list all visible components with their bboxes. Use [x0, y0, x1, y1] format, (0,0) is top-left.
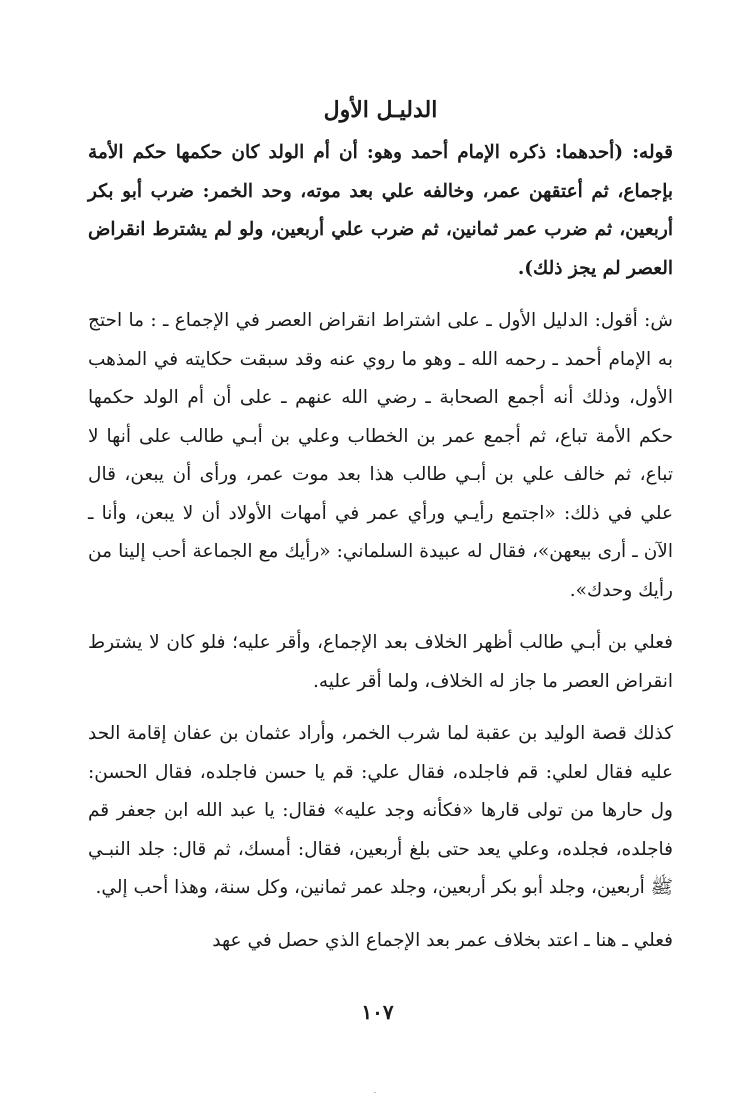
quoted-text-paragraph: قوله: (أحدهما: ذكره الإمام أحمد وهو: أن أم الولد كان حكمها حكم الأمة بإجماع، ثم أعتقهن عمر، وخالفه علي بعد موته، وحد الخمر: ضرب أبو بكر أربعين، ثم ضرب عمر ثمانين، ثم ضرب علي أربعين، ولو لم يشترط انقراض العصر لم يجز ذلك).	[88, 142, 673, 279]
commentary-paragraph-2: فعلي بن أبـي طالب أظهر الخلاف بعد الإجماع، وأقر عليه؛ فلو كان لا يشترط انقراض العصر ما جاز له الخلاف، ولما أقر عليه.	[88, 632, 673, 692]
commentary-paragraph-4: فعلي ـ هنا ـ اعتد بخلاف عمر بعد الإجماع الذي حصل في عهد	[212, 929, 673, 951]
scan-speck	[374, 1092, 376, 1093]
commentary-paragraph-3: كذلك قصة الوليد بن عقبة لما شرب الخمر، وأراد عثمان بن عفان إقامة الحد عليه فقال لعلي: قم فاجلده، فقال علي: قم يا حسن فاجلده، فقال الحسن: ول حارها من تولى قارها «فكأنه وجد عليه» فقال: يا عبد الله ابن جعفر قم فاجلده، فجلده، وعلي يعد حتى بلغ أربعين، فقال: أمسك، ثم قال: جلد النبـي ﷺ أربعين، وجلد أبو بكر أربعين، وجلد عمر ثمانين، وكل سنة، وهذا أحب إلي.	[88, 723, 673, 898]
page-number: ١٠٧	[361, 1000, 394, 1024]
chapter-title: الدليـل الأول	[323, 97, 438, 123]
commentary-paragraph-1: ش: أقول: الدليل الأول ـ على اشتراط انقراض العصر في الإجماع ـ : ما احتج به الإمام أحمد ـ رحمه الله ـ وهو ما روي عنه وقد سبقت حكايته في المذهب الأول، وذلك أنه أجمع الصحابة ـ رضي الله عنهم ـ على أن أم الولد حكمها حكم الأمة تباع، ثم أجمع عمر بن الخطاب وعلي بن أبـي طالب على أنها لا تباع، ثم خالف علي بن أبـي طالب هذا بعد موت عمر، ورأى أن يبعن، قال علي في ذلك: «اجتمع رأيـي ورأي عمر في أمهات الأولاد أن لا يبعن، وأنا ـ الآن ـ أرى بيعهن»، فقال له عبيدة السلماني: «رأيك مع الجماعة أحب إلينا من رأيك وحدك».	[88, 310, 673, 601]
